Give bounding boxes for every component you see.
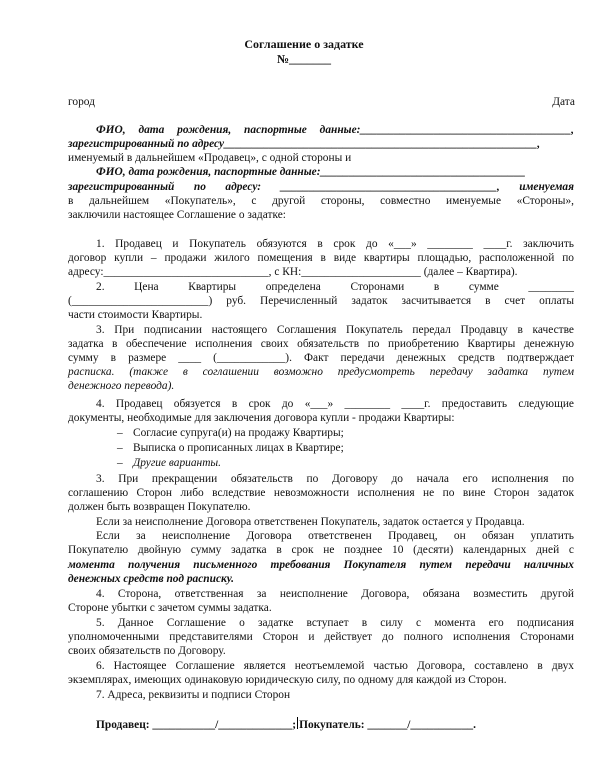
document-title: Соглашение о задатке: [244, 37, 364, 51]
buyer-signature: Покупатель: _______/___________.: [299, 719, 476, 731]
clause-3-line-1: 3. При подписании настоящего Соглашения Покупатель передал Продавцу в качестве: [96, 324, 574, 336]
seller-address-line: зарегистрированный по адресу_______________________________________________________,: [68, 138, 541, 150]
clause-5-line-2: уполномоченными представителями Сторон и действует до полного исполнения Сторонами: [68, 631, 574, 643]
seller-liable-line-3: момента получения письменного требования Покупателя путем передачи наличных: [68, 559, 574, 571]
clause-3b-line-3: должен быть возвращен Покупателю.: [68, 501, 251, 513]
clause-1-line-1: 1. Продавец и Покупатель обязуются в срок до «___» ________ ____г. заключить: [96, 238, 574, 250]
clause-4b-line-2: Стороне убытки с зачетом суммы задатка.: [68, 602, 272, 614]
buyer-address-line: зарегистрированный по адресу: ______________________________________, именуемая: [68, 181, 574, 193]
buyer-named-line: в дальнейшем «Покупатель», с другой стороны, совместно именуемые «Стороны»,: [68, 195, 574, 207]
clause-3-line-4: расписка. (также в соглашении возможно предусмотреть передачу задатка путем: [68, 366, 574, 378]
seller-fio-line: ФИО, дата рождения, паспортные данные:_____________________________________,: [96, 124, 574, 136]
signature-line: [96, 717, 574, 733]
date-label: Дата: [552, 96, 575, 108]
clause-2-line-3: части стоимости Квартиры.: [68, 309, 203, 321]
clause-3-line-5: денежного перевода).: [68, 380, 175, 392]
clause-4-line-1: 4. Продавец обязуется в срок до «___» ________ ____г. предоставить следующие: [96, 398, 574, 410]
clause-3-line-3: сумму в размере ____ (____________). Факт передачи денежных средств подтверждает: [68, 352, 574, 364]
document-number: №_______: [276, 52, 332, 66]
agreement-intro-line: заключили настоящее Соглашение о задатке:: [68, 209, 286, 221]
buyer-fio-line: ФИО, дата рождения, паспортные данные:____________________________________: [96, 166, 526, 178]
clause-4-line-2: документы, необходимые для заключения договора купли - продажи Квартиры:: [68, 412, 455, 424]
clause-7-line: 7. Адреса, реквизиты и подписи Сторон: [96, 689, 291, 701]
clause-3-line-2: задатка в обеспечение исполнения своих обязательств по приобретению Квартиры денежную: [68, 338, 574, 350]
list-item: – Выписка о прописанных лицах в Квартире;: [117, 442, 344, 454]
clause-3b-line-1: 3. При прекращении обязательств по Договору до начала его исполнения по: [96, 473, 574, 485]
text-cursor: [297, 717, 298, 729]
seller-liable-line-4: денежных средств под расписку.: [68, 573, 234, 585]
clause-5-line-3: своих обязательств по Договору.: [68, 645, 226, 657]
city-date-row: [68, 96, 574, 110]
clause-3b-line-2: соглашению Сторон либо вследствие невозможности исполнения не по вине Сторон задаток: [68, 487, 574, 499]
seller-liable-line-2: Покупателю двойную сумму задатка в срок не позднее 10 (десяти) календарных дней с: [68, 544, 574, 556]
seller-liable-line-1: Если за неисполнение Договора ответственен Продавец, он обязан уплатить: [96, 530, 574, 542]
clause-2-line-2: (________________________) руб. Перечисленный задаток засчитывается в счет оплаты: [68, 295, 574, 307]
seller-signature: Продавец: ___________/_____________;: [96, 719, 297, 731]
buyer-liable-line: Если за неисполнение Договора ответственен Покупатель, задаток остается у Продавца.: [96, 516, 525, 528]
list-item: – Согласие супруга(и) на продажу Квартиры;: [117, 427, 344, 439]
clause-2-line-1: 2. Цена Квартиры определена Сторонами в сумме ________: [96, 281, 574, 293]
clause-1-line-2: договор купли – продажи жилого помещения в виде квартиры площадью, расположенной по: [68, 252, 574, 264]
seller-named-line: именуемый в дальнейшем «Продавец», с одной стороны и: [68, 152, 352, 164]
clause-1-line-3: адресу:_____________________________, с КН:_____________________ (далее – Квартира).: [68, 266, 518, 278]
list-item: – Другие варианты.: [117, 457, 221, 469]
clause-6-line-2: экземплярах, имеющих одинаковую юридическую силу, по одному для каждой из Сторон.: [68, 674, 507, 686]
clause-5-line-1: 5. Данное Соглашение о задатке вступает в силу с момента его подписания: [96, 617, 574, 629]
clause-6-line-1: 6. Настоящее Соглашение является неотъемлемой частью Договора, составлено в двух: [96, 660, 574, 672]
clause-4b-line-1: 4. Сторона, ответственная за неисполнение Договора, обязана возместить другой: [96, 588, 574, 600]
city-label: город: [68, 96, 95, 108]
